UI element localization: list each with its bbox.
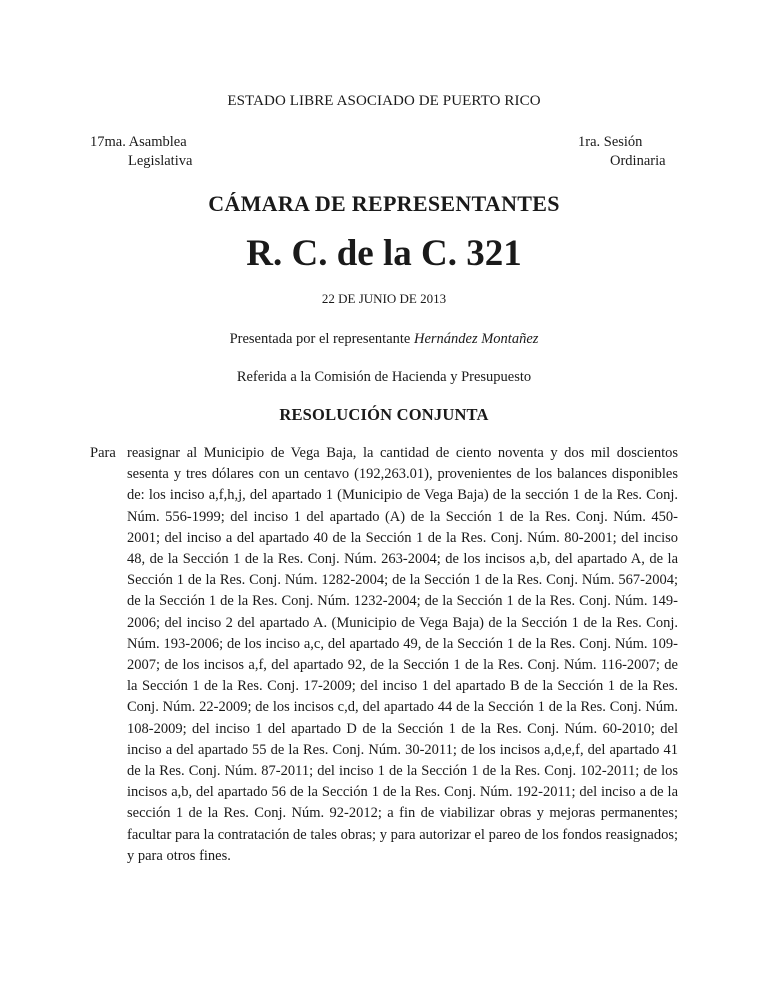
bill-number: R. C. de la C. 321 [246,233,522,274]
session-line-1: 1ra. Sesión [578,134,643,150]
assembly-label [90,133,192,171]
assembly-line-1: 17ma. Asamblea [90,134,187,150]
purpose-lead: Para [90,445,116,461]
presented-by [0,331,768,348]
state-header: ESTADO LIBRE ASOCIADO DE PUERTO RICO [227,93,541,109]
referred-to: Referida a la Comisión de Hacienda y Presupuesto [236,369,532,385]
bill-date: 22 DE JUNIO DE 2013 [321,291,447,306]
resolution-type: RESOLUCIÓN CONJUNTA [279,405,489,424]
representative-name: Hernández Montañez [413,331,539,347]
purpose-text: reasignar al Municipio de Vega Baja, la cantidad de ciento noventa y dos mil doscientos sesenta y tres dólares con un centavo (192,263.01), provenientes de los balances disponibles de: los inciso a,f,h,j, del apartado 1 (Municipio de Vega Baja) de la sección 1 de la Res. Conj. Núm. 556-1999; del inciso 1 del apartado (A) de la Sección 1 de la Res. Conj. Núm. 450-2001; del inciso a del apartado 40 de la Sección 1 de la Res. Conj. Núm. 80-2001; del inciso 48, de la Sección 1 de la Res. Conj. Núm. 263-2004; de los incisos a,b, del apartado A, de la Sección 1 de la Res. Conj. Núm. 1282-2004; de la Sección 1 de la Res. Conj. Núm. 567-2004; de la Sección 1 de la Res. Conj. Núm. 1232-2004; de la Sección 1 de la Res. Conj. Núm. 149-2006; del inciso 2 del apartado A. (Municipio de Vega Baja) de la Sección 1 de la Res. Conj. Núm. 193-2006; de los inciso a,c, del apartado 49, de la Sección 1 de la Res. Conj. Núm. 109-2007; de los incisos a,f, del apartado 92, de la Sección 1 de la Res. Conj. Núm. 116-2007; de la Sección 1 de la Res. Conj. 17-2009; del inciso 1 del apartado B de la Sección 1 de la Res. Conj. Núm. 22-2009; de los incisos c,d, del apartado 44 de la Sección 1 de la Res. Conj. Núm. 108-2009; del inciso 1 del apartado D de la Sección 1 de la Res. Conj. Núm. 60-2010; del inciso a del apartado 55 de la Res. Conj. Núm. 30-2011; de los incisos a,d,e,f, del apartado 41 de la Res. Conj. Núm. 87-2011; del inciso 1 de la Sección 1 de la Res. Conj. 102-2011; de los incisos a,b, del apartado 56 de la Sección 1 de la Res. Conj. Núm. 192-2011; del inciso a de la sección 1 de la Res. Conj. Núm. 92-2012; a fin de viabilizar obras y mejoras permanentes; facultar para la contratación de tales obras; y para autorizar el pareo de los fondos reasignados; y para otros fines. [127,445,678,864]
chamber-title: CÁMARA DE REPRESENTANTES [208,191,560,216]
assembly-line-2: Legislativa [128,153,193,169]
session-label [578,133,666,171]
session-line-2: Ordinaria [610,153,666,169]
presented-by-prefix: Presentada por el representante [229,331,414,347]
purpose-paragraph [90,443,678,867]
